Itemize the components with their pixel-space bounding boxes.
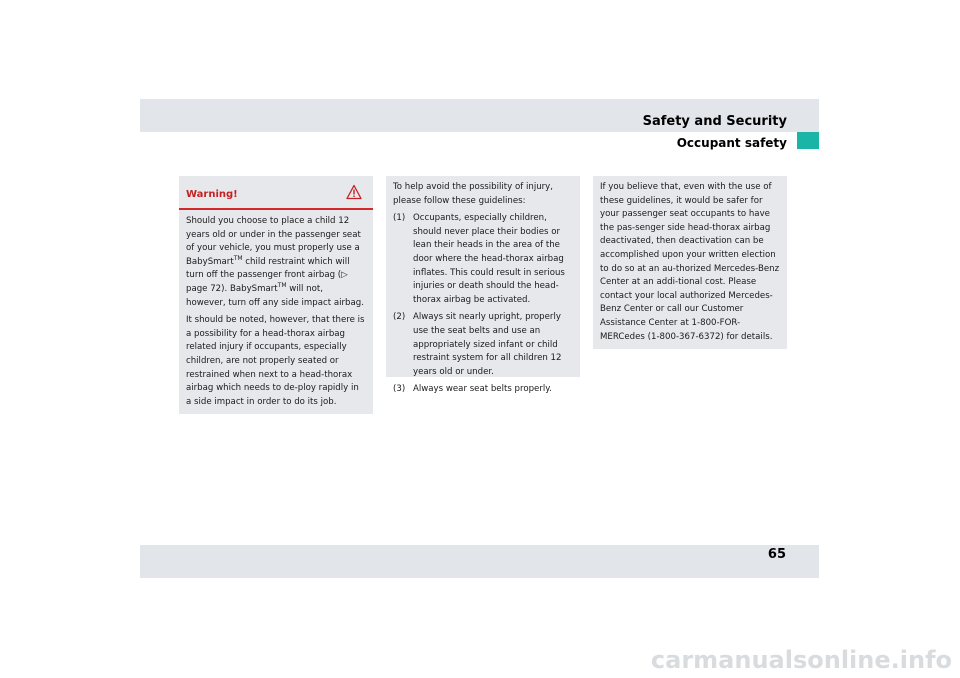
footer-band bbox=[140, 545, 819, 578]
watermark: carmanualsonline.info bbox=[650, 646, 952, 674]
deactivation-box bbox=[593, 176, 787, 349]
warning-paragraph-1: Should you choose to place a child 12 years old or under in the passenger seat of your vehicle, you must properly use a BabySmart™ child restraint which will turn off the passenger front airbag (▷ page 72). BabySmart™ will not, however, turn off any side impact airbag. bbox=[186, 216, 364, 308]
warning-label: Warning! bbox=[186, 189, 238, 200]
warning-triangle-icon bbox=[346, 184, 362, 200]
page-number: 65 bbox=[767, 547, 786, 562]
guidelines-intro: To help avoid the possibility of injury, please follow these guidelines: bbox=[393, 182, 553, 206]
warning-paragraph-2: It should be noted, however, that there is a possibility for a head-thorax airbag related injury if occupants, especially children, are not properly seated or restrained when next to a head-thorax airbag which needs to de-ploy rapidly in a side impact in order to do its job. bbox=[186, 315, 365, 407]
section-title: Safety and Security bbox=[642, 114, 787, 129]
warning-box bbox=[179, 176, 373, 414]
page-reference-arrow-icon: ▷ bbox=[341, 270, 348, 281]
subsection-title: Occupant safety bbox=[676, 136, 787, 150]
list-item: (1) Occupants, especially children, should never place their bodies or lean their heads in the area of the door where the head-thorax airbag inflates. This could result in serious injuries or death should the head-thorax airbag be activated. bbox=[393, 213, 565, 305]
guidelines-box bbox=[386, 176, 580, 395]
list-item: (3) Always wear seat belts properly. bbox=[393, 384, 552, 395]
warning-header bbox=[179, 176, 373, 210]
accent-square bbox=[797, 132, 819, 149]
guidelines-list bbox=[393, 212, 573, 397]
list-item: (2) Always sit nearly upright, properly use the seat belts and use an appropriately sized infant or child restraint system for all children 12 years old or under. bbox=[393, 312, 562, 377]
deactivation-text: If you believe that, even with the use of these guidelines, it would be safer for your passenger seat occupants to have the pas-senger side head-thorax airbag deactivated, then deactivation can be accomplished upon your written election to do so at an au-thorized Mercedes-Benz Center at an addi-tional cost. Please contact your local authorized Mercedes-Benz Center or call our Customer Assistance Center at 1-800-FOR-MERCedes (1-800-367-6372) for details. bbox=[600, 182, 780, 342]
